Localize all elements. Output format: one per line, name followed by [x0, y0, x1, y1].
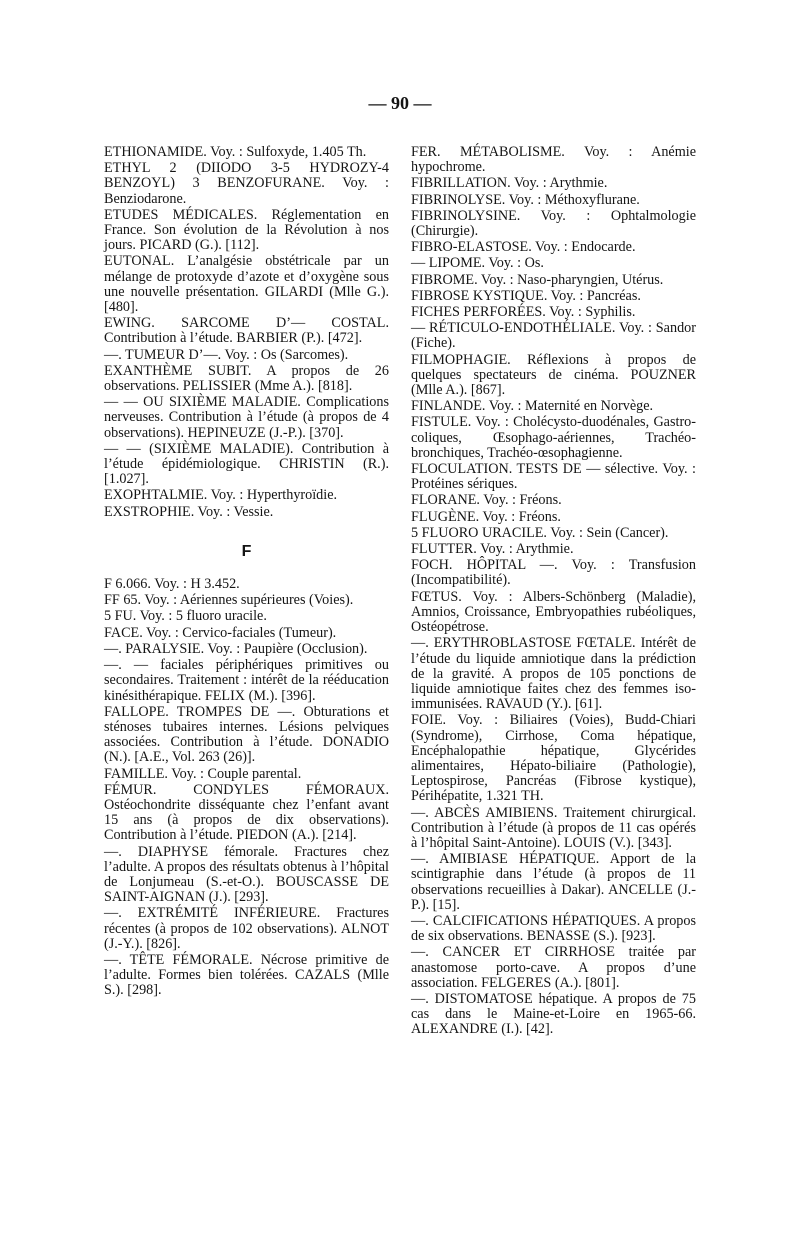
index-entry: —. — faciales périphériques primitives ou secondaires. Traitement : intérêt de la rééducation kinésithérapique. FELIX (M.). [396]. [104, 657, 389, 704]
index-entry: —. TUMEUR D’—. Voy. : Os (Sarcomes). [104, 346, 349, 363]
left-column [104, 145, 389, 1000]
index-entry: FF 65. Voy. : Aériennes supérieures (Voies). [104, 592, 354, 609]
index-entry: FACE. Voy. : Cervico-faciales (Tumeur). [104, 624, 337, 641]
index-entry: EUTONAL. L’analgésie obstétricale par un mélange de protoxyde d’azote et d’oxygène sous une nouvelle présentation. GILARDI (Mlle G.). [480]. [104, 253, 389, 316]
index-entry: FLOCULATION. TESTS DE — sélective. Voy. : Protéines sériques. [411, 461, 696, 493]
index-entry: ETUDES MÉDICALES. Réglementation en France. Son évolution de la Révolution à nos jours. PICARD (G.). [112]. [104, 206, 389, 254]
index-entry: —. EXTRÉMITÉ INFÉRIEURE. Fractures récentes (à propos de 102 observations). ALNOT (J.-Y.). [826]. [104, 905, 389, 952]
index-entry: FER. MÉTABOLISME. Voy. : Anémie hypochrome. [411, 144, 696, 176]
page-number: — 90 — [368, 93, 432, 113]
index-entry: — — OU SIXIÈME MALADIE. Complications nerveuses. Contribution à l’étude (à propos de 4 observations). HEPINEUZE (J.-P.). [370]. [104, 394, 389, 441]
index-entry: —. DISTOMATOSE hépatique. A propos de 75 cas dans le Maine-et-Loire en 1965-66. ALEXANDRE (I.). [42]. [411, 990, 696, 1038]
index-entry: FILMOPHAGIE. Réflexions à propos de quelques spectateurs de cinéma. POUZNER (Mlle A.). [867]. [411, 351, 696, 399]
index-entry: —. AMIBIASE HÉPATIQUE. Apport de la scintigraphie dans l’étude (à propos de 11 observations recueillies à Dakar). ANCELLE (J.-P.). [15]. [411, 851, 696, 913]
index-entry: — LIPOME. Voy. : Os. [411, 255, 544, 272]
index-entry: FAMILLE. Voy. : Couple parental. [104, 765, 302, 782]
index-entry: —. TÊTE FÉMORALE. Nécrose primitive de l’adulte. Formes bien tolérées. CAZALS (Mlle S.). [298]. [104, 951, 389, 999]
index-entry: EXSTROPHIE. Voy. : Vessie. [104, 503, 274, 520]
index-entry: FIBRILLATION. Voy. : Arythmie. [411, 175, 608, 192]
index-entry: FICHES PERFORÉES. Voy. : Syphilis. [411, 304, 636, 321]
index-entry: FLUTTER. Voy. : Arythmie. [411, 541, 574, 558]
index-entry: 5 FU. Voy. : 5 fluoro uracile. [104, 608, 267, 625]
index-entry: FISTULE. Voy. : Cholécysto-duodénales, Gastro-coliques, Œsophago-aériennes, Trachéo-bronchiques, Trachéo-œsophagienne. [411, 414, 696, 461]
index-entry: ETHYL 2 (DIIODO 3-5 HYDROZY-4 BENZOYL) 3 BENZOFURANE. Voy. : Benziodarone. [104, 160, 389, 207]
index-entry: ETHIONAMIDE. Voy. : Sulfoxyde, 1.405 Th. [104, 144, 367, 160]
right-entries [411, 145, 696, 1038]
index-entry: FALLOPE. TROMPES DE —. Obturations et sténoses tubaires internes. Lésions pelviques associées. Contribution à l’étude. DONADIO (N.). [A.E., Vol. 263 (26)]. [104, 703, 389, 766]
index-entry: FIBRINOLYSINE. Voy. : Ophtalmologie (Chirurgie). [411, 207, 696, 240]
right-column [411, 145, 696, 1039]
left-entries-f [104, 577, 389, 998]
index-entry: FIBROSE KYSTIQUE. Voy. : Pancréas. [411, 287, 641, 304]
index-entry: —. DIAPHYSE fémorale. Fractures chez l’adulte. A propos des résultats obtenus à l’hôpital de Lonjumeau (S.-et-O.). BOUSCASSE DE SAINT-AIGNAN (J.). [293]. [104, 843, 389, 906]
index-entry: —. PARALYSIE. Voy. : Paupière (Occlusion). [104, 640, 368, 657]
index-entry: — RÉTICULO-ENDOTHÉLIALE. Voy. : Sandor (Fiche). [411, 320, 696, 352]
index-entry: FIBRO-ELASTOSE. Voy. : Endocarde. [411, 239, 636, 256]
index-entry: EWING. SARCOME D’— COSTAL. Contribution à l’étude. BARBIER (P.). [472]. [104, 315, 389, 347]
index-entry: —. ERYTHROBLASTOSE FŒTALE. Intérêt de l’étude du liquide amniotique dans la prédiction de la gravité. A propos de 105 ponctions de liquide amniotique faites chez des femmes iso-immunisées. RAVAUD (Y.). [61]. [411, 635, 696, 713]
index-entry: 5 FLUORO URACILE. Voy. : Sein (Cancer). [411, 524, 669, 541]
index-entry: —. CANCER ET CIRRHOSE traitée par anastomose porto-cave. A propos d’une association. FELGERES (A.). [801]. [411, 944, 696, 991]
left-entries-e [104, 145, 389, 520]
index-entry: —. CALCIFICATIONS HÉPATIQUES. A propos de six observations. BENASSE (S.). [923]. [411, 912, 696, 945]
index-entry: —. ABCÈS AMIBIENS. Traitement chirurgical. Contribution à l’étude (à propos de 11 cas opérés à l’hôpital Saint-Antoine). LOUIS (V.). [343]. [411, 804, 696, 851]
index-entry: F 6.066. Voy. : H 3.452. [104, 576, 240, 593]
index-entry: FLUGÈNE. Voy. : Fréons. [411, 508, 561, 525]
index-entry: FOIE. Voy. : Biliaires (Voies), Budd-Chiari (Syndrome), Cirrhose, Coma hépatique, Encéphalopathie hépatique, Glycérides alimentaires, Hépato-biliaire (Pathologie), Leptospirose, Pancréas (Fibrose kystique), Périhépatite, 1.321 TH. [411, 712, 696, 805]
index-entry: FLORANE. Voy. : Fréons. [411, 492, 562, 509]
index-entry: FIBRINOLYSE. Voy. : Méthoxyflurane. [411, 191, 640, 208]
index-entry: FINLANDE. Voy. : Maternité en Norvège. [411, 398, 654, 415]
section-letter: F [241, 542, 252, 560]
index-entry: EXANTHÈME SUBIT. A propos de 26 observations. PELISSIER (Mme A.). [818]. [104, 362, 389, 395]
index-entry: FÉMUR. CONDYLES FÉMORAUX. Ostéochondrite disséquante chez l’enfant avant 15 ans (à propos de dix observations). Contribution à l’étude. PIEDON (A.). [214]. [104, 781, 389, 844]
index-entry: — — (SIXIÈME MALADIE). Contribution à l’étude épidémiologique. CHRISTIN (R.). [1.027]. [104, 440, 389, 488]
index-entry: FOCH. HÔPITAL —. Voy. : Transfusion (Incompatibilité). [411, 557, 696, 589]
index-entry: FŒTUS. Voy. : Albers-Schönberg (Maladie), Amnios, Croissance, Embryopathies rubéoliques, Ostéopétrose. [411, 588, 696, 636]
index-entry: EXOPHTALMIE. Voy. : Hyperthyroïdie. [104, 487, 338, 504]
index-entry: FIBROME. Voy. : Naso-pharyngien, Utérus. [411, 271, 664, 288]
